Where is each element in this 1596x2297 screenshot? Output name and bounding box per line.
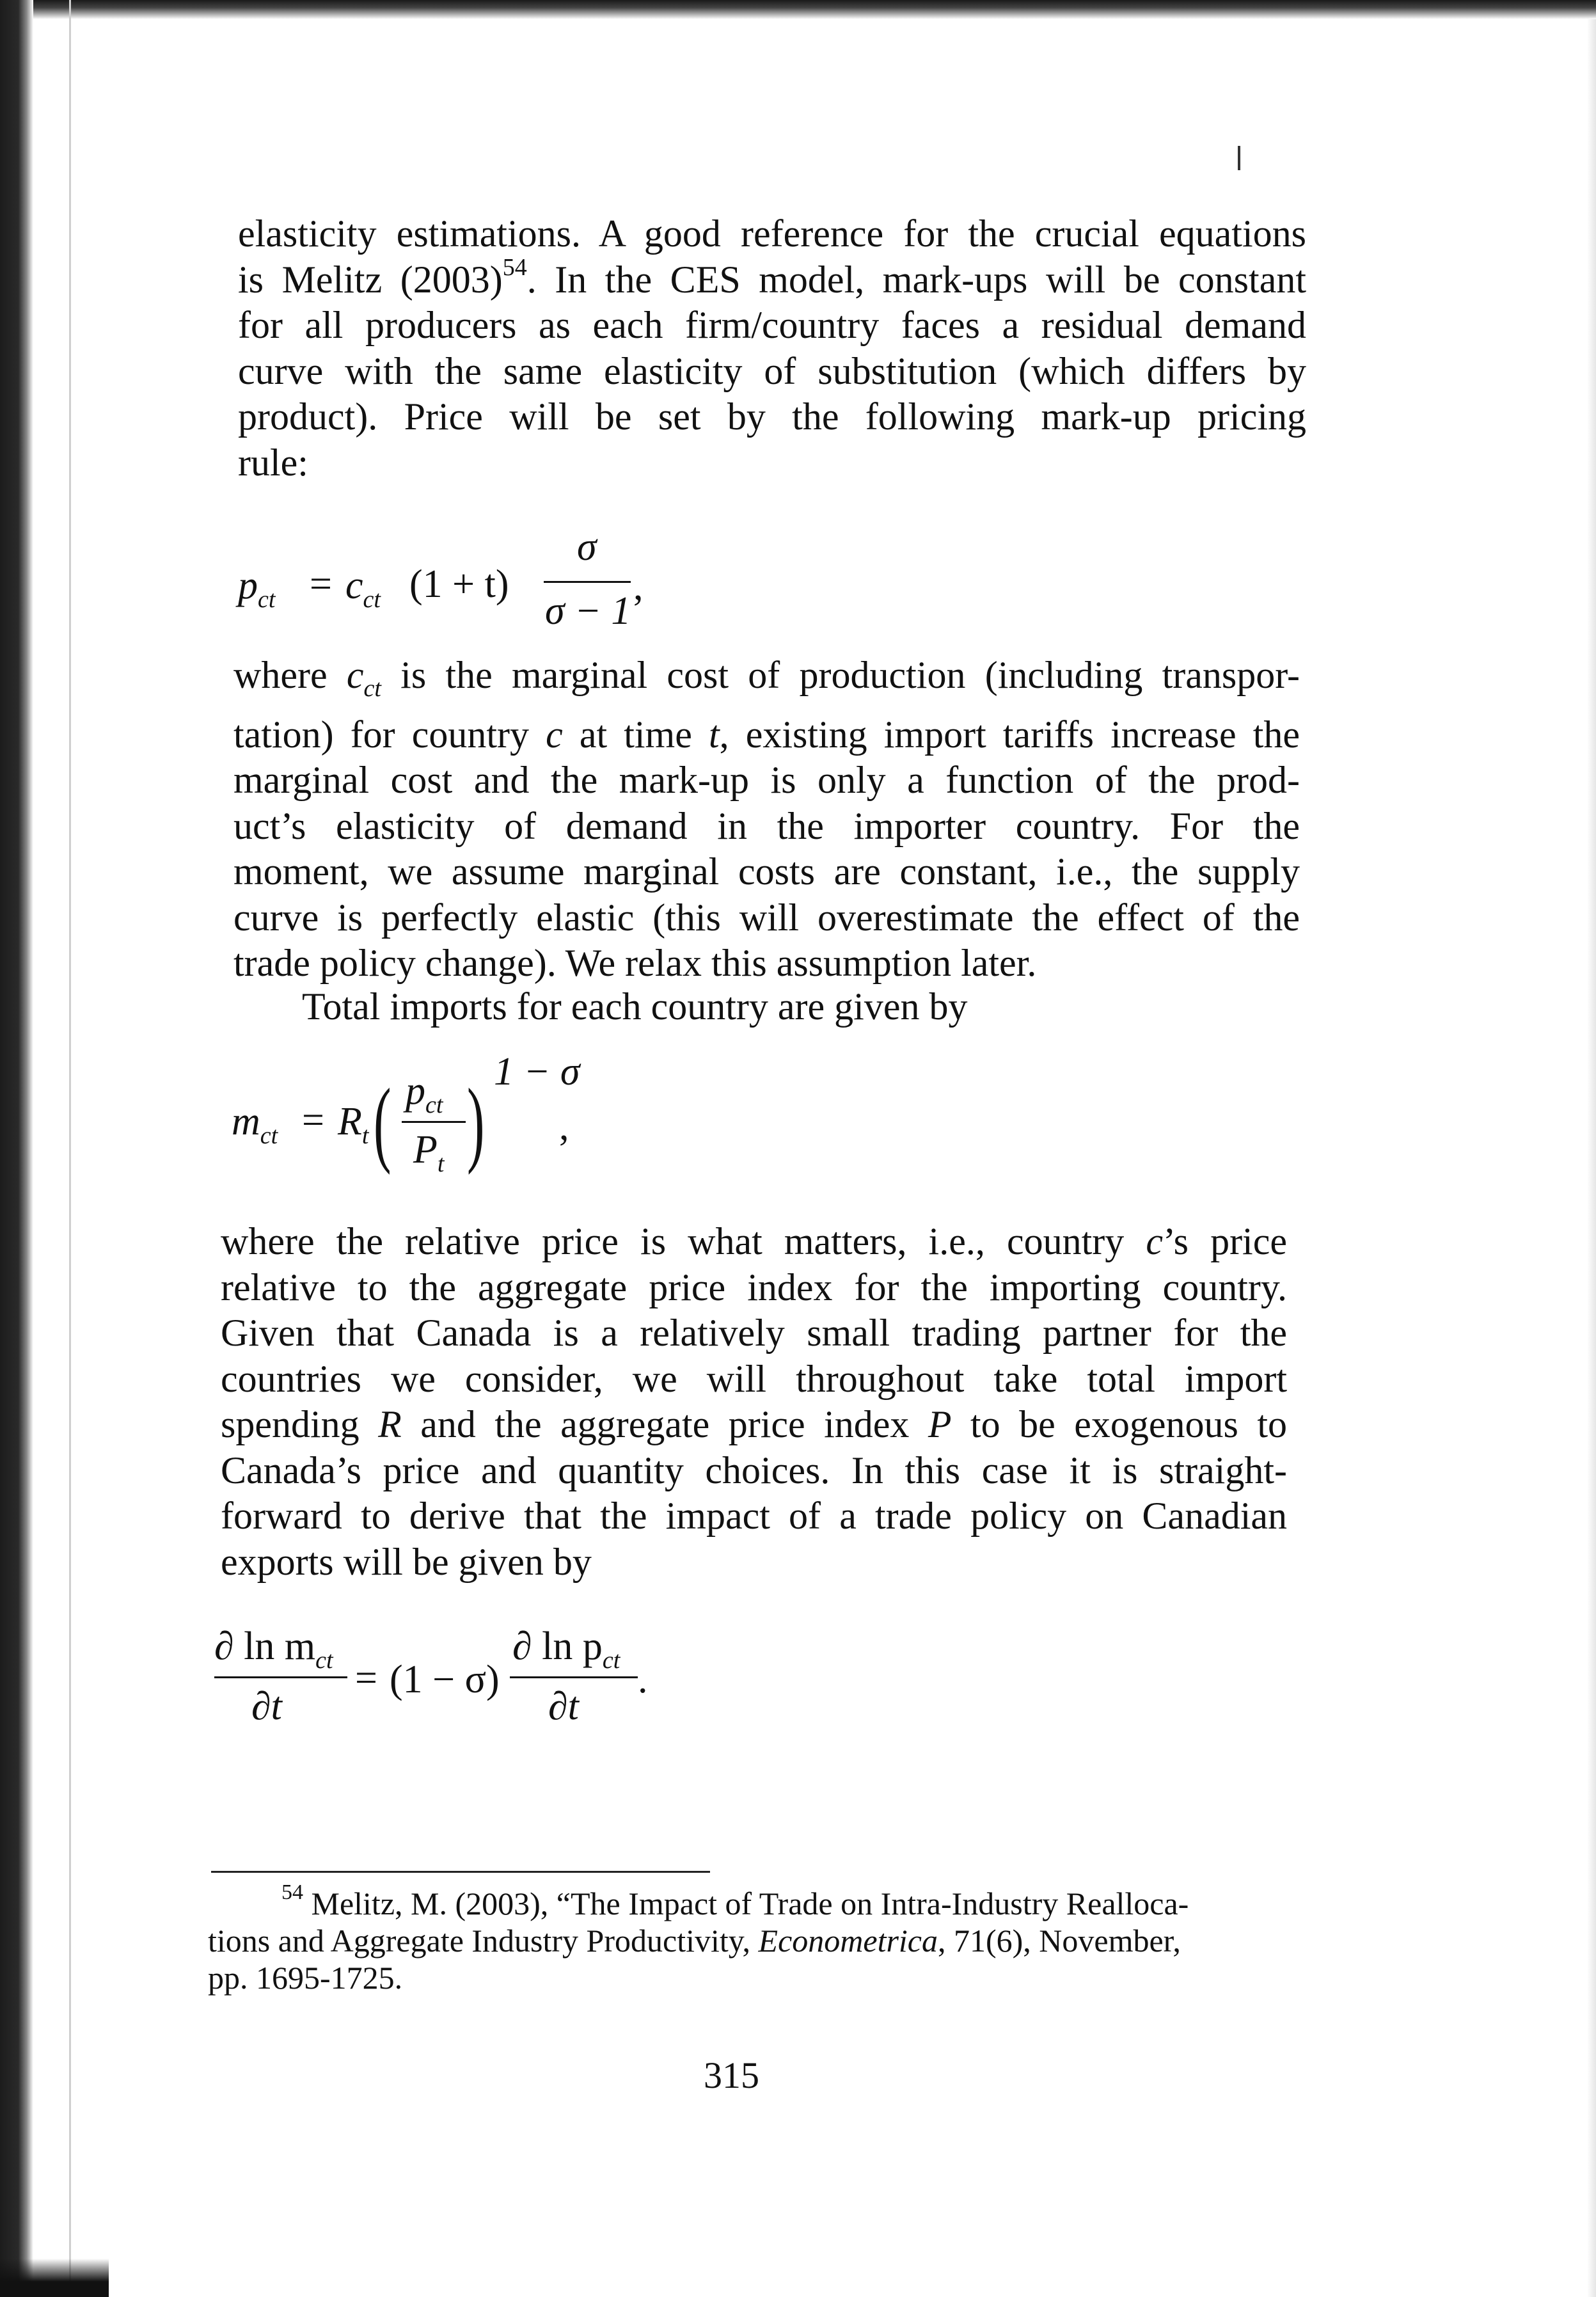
eq-factor: (1 − σ) [390,1658,500,1701]
eq-numerator: ∂ ln p [512,1625,603,1668]
eq-period: . [638,1658,648,1701]
eq-subscript: ct [260,1122,278,1149]
footnote [208,1880,1283,1996]
text-var: t [708,713,720,756]
eq-comma: , [633,565,644,608]
paragraph-2 [233,653,1300,987]
page-number: 315 [704,2055,759,2096]
eq-denominator: P [413,1128,438,1172]
footnote-line [208,1880,1283,1922]
text-line: Given that Canada is a relatively small trading partner for the [221,1312,1287,1354]
eq-paren: (1 + t) [409,562,509,606]
footnote-line: pp. 1695-1725. [208,1960,403,1996]
footnote-line [208,1922,1283,1959]
eq-equals: = [355,1657,377,1700]
text-span: spending [221,1403,379,1445]
eq-symbol: R [338,1100,362,1143]
scan-gutter-line [69,0,71,2297]
text-line: elasticity estimations. A good reference for the crucial equations [238,212,1306,255]
eq-left-paren: ( [374,1069,391,1175]
text-span: is Melitz (2003) [238,258,503,301]
text-line: curve is perfectly elastic (this will overestimate the effect of the [233,896,1300,939]
eq-subscript: ct [315,1647,333,1674]
eq-subscript: ct [602,1647,620,1674]
text-span: , existing import tariffs increase the [719,713,1300,756]
text-line: Canada’s price and quantity choices. In this case it is straight- [221,1449,1287,1491]
footnote-marker: 54 [502,253,527,281]
eq-subscript: t [361,1122,369,1149]
fraction-bar [544,581,631,583]
paragraph-4 [221,1219,1287,1585]
text-line: Total imports for each country are given by [302,985,968,1028]
text-line: relative to the aggregate price index for the importing country. [221,1266,1287,1308]
footnote-rule [211,1871,710,1873]
eq-equals: = [302,1099,324,1142]
text-span: tation) for country [233,713,546,756]
equation-markup-pricing [238,525,686,653]
eq-symbol: p [238,564,258,607]
eq-subscript: ct [258,586,276,613]
text-line: trade policy change). We relax this assumption later. [233,942,1037,984]
text-line: curve with the same elasticity of substitution (which differs by [238,349,1306,392]
scan-right-edge [1587,19,1596,2297]
text-line [238,253,1306,303]
text-span: where [233,654,347,696]
text-line: countries we consider, we will throughout take total import [221,1357,1287,1400]
paragraph-1 [238,211,1306,486]
text-line: forward to derive that the impact of a trade policy on Canadian [221,1495,1287,1537]
footnote-marker: 54 [281,1880,303,1905]
text-var: R [378,1403,402,1445]
eq-numerator: ∂ ln m [214,1625,316,1668]
scan-bottom-corner [0,2259,109,2297]
eq-denominator: ∂t [548,1685,579,1728]
text-var: c [346,654,364,696]
text-span: and the aggregate price index [401,1403,928,1445]
eq-subscript: t [437,1150,445,1177]
text-span: to be exogenous to [951,1403,1287,1445]
equation-total-imports [232,1049,679,1203]
equation-export-impact [214,1624,726,1739]
eq-comma: , [559,1105,569,1148]
text-span: , 71(6), November, [938,1923,1181,1959]
eq-exponent: 1 − σ [494,1050,580,1093]
text-line [221,1402,1287,1448]
text-line: exports will be given by [221,1540,592,1583]
eq-symbol: m [232,1100,260,1143]
text-span: where the relative price is what matters, i.e., country [221,1220,1146,1262]
eq-numerator: p [406,1069,425,1113]
text-span: tions and Aggregate Industry Productivity, [208,1923,759,1959]
text-line: for all producers as each firm/country faces a residual demand [238,304,1306,346]
text-var: c [1146,1220,1163,1262]
text-span: is the marginal cost of production (including transpor- [381,654,1300,696]
text-line: rule: [238,441,308,484]
text-line [233,712,1300,758]
text-span: . In the CES model, mark-ups will be constant [526,258,1306,301]
text-span: at time [562,713,709,756]
eq-numerator: σ [577,525,597,569]
eq-symbol: c [345,564,363,607]
text-line: uct’s elasticity of demand in the importer country. For the [233,804,1300,847]
text-line: product). Price will be set by the following mark-up pricing [238,395,1306,438]
eq-subscript: ct [363,586,381,613]
text-line: marginal cost and the mark-up is only a function of the prod- [233,759,1300,801]
eq-denominator: σ − 1 [545,589,631,633]
eq-right-paren: ) [467,1069,485,1175]
text-var-subscript: ct [363,675,381,702]
text-line [221,1219,1287,1265]
text-var: P [928,1403,952,1445]
eq-denominator: ∂t [251,1685,282,1728]
text-span: Melitz, M. (2003), “The Impact of Trade on Intra-Industry Realloca- [303,1886,1189,1921]
text-span: ’s price [1162,1220,1287,1262]
journal-name: Econometrica [758,1923,938,1959]
text-var: c [546,713,563,756]
scan-top-edge [33,0,1596,19]
paragraph-3 [302,984,1261,1030]
scan-speck [1238,146,1240,170]
eq-subscript: ct [425,1092,443,1118]
fraction-bar [402,1121,466,1123]
fraction-bar [510,1676,638,1678]
text-line [233,653,1300,712]
eq-equals: = [310,562,332,606]
text-line: moment, we assume marginal costs are constant, i.e., the supply [233,850,1300,893]
fraction-bar [214,1676,347,1678]
scan-left-edge [0,0,33,2297]
